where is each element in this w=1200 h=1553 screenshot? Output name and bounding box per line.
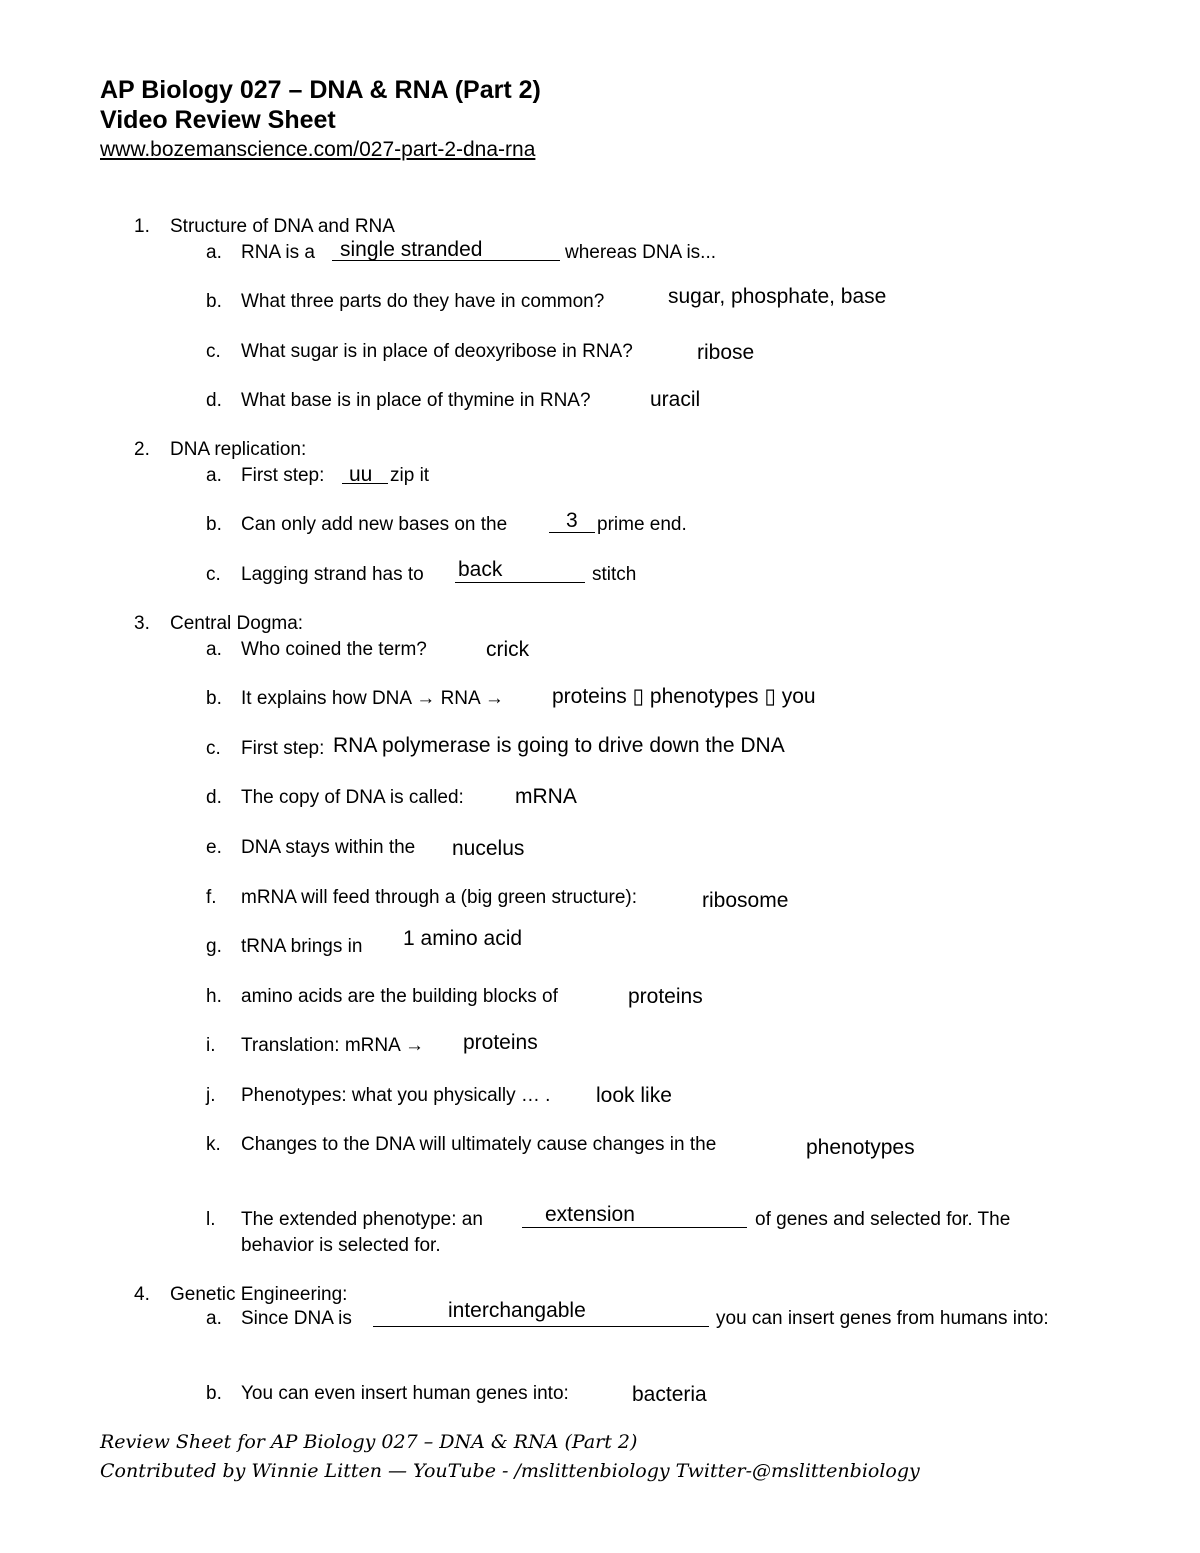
q2b-prompt-end: prime end.	[597, 514, 687, 535]
q3h-prompt: amino acids are the building blocks of	[241, 986, 558, 1007]
q3a-answer: crick	[486, 638, 530, 661]
q1a-prompt-end: whereas DNA is...	[565, 242, 716, 263]
q1c-answer: ribose	[697, 341, 755, 364]
q3g-prompt: tRNA brings in	[241, 936, 363, 957]
section-2-number: 2.	[134, 439, 150, 460]
q3f-prompt: mRNA will feed through a (big green structure):	[241, 887, 638, 908]
q1a-letter: a.	[206, 242, 222, 263]
q2c-letter: c.	[206, 564, 221, 585]
q2a-prompt-end: zip it	[390, 465, 430, 486]
q3g-answer: 1 amino acid	[403, 927, 523, 950]
q3d-prompt: The copy of DNA is called:	[241, 787, 464, 808]
q2c-answer: back	[458, 558, 503, 581]
q4b-prompt: You can even insert human genes into:	[241, 1383, 569, 1404]
q3l-answer: extension	[545, 1203, 635, 1226]
q3e-letter: e.	[206, 837, 222, 858]
q3g-letter: g.	[206, 936, 222, 957]
q3b-prompt: It explains how DNA → RNA →	[241, 688, 504, 709]
q3c-prompt: First step:	[241, 738, 325, 759]
q1d-prompt: What base is in place of thymine in RNA?	[241, 390, 591, 411]
q3j-prompt: Phenotypes: what you physically … .	[241, 1085, 551, 1106]
q3h-letter: h.	[206, 986, 222, 1007]
q1b-letter: b.	[206, 291, 222, 312]
footer-line-1: Review Sheet for AP Biology 027 – DNA & RNA (Part 2)	[100, 1431, 638, 1453]
q4a-answer: interchangable	[448, 1299, 586, 1322]
q3c-letter: c.	[206, 738, 221, 759]
q4a-letter: a.	[206, 1308, 222, 1329]
section-3-title: Central Dogma:	[170, 613, 304, 634]
q4a-prompt-start: Since DNA is	[241, 1308, 352, 1329]
q3k-answer: phenotypes	[806, 1136, 915, 1159]
q1b-answer: sugar, phosphate, base	[668, 285, 887, 308]
q3i-answer: proteins	[463, 1031, 538, 1054]
q3l-prompt-end: of genes and selected for. The	[755, 1209, 1011, 1230]
q2a-letter: a.	[206, 465, 222, 486]
q1c-letter: c.	[206, 341, 221, 362]
q3l-letter: l.	[206, 1209, 216, 1230]
q3l-prompt-line2: behavior is selected for.	[241, 1235, 441, 1256]
q2a-answer: uu	[349, 463, 373, 486]
section-3-number: 3.	[134, 613, 150, 634]
q3d-letter: d.	[206, 787, 222, 808]
q2c-prompt-end: stitch	[592, 564, 637, 585]
q1b-prompt: What three parts do they have in common?	[241, 291, 605, 312]
q3e-answer: nucelus	[452, 837, 525, 860]
q3j-answer: look like	[596, 1084, 672, 1107]
q3l-prompt-start: The extended phenotype: an	[241, 1209, 483, 1230]
q3k-prompt: Changes to the DNA will ultimately cause changes in the	[241, 1134, 717, 1155]
q3f-letter: f.	[206, 887, 217, 908]
section-1-number: 1.	[134, 216, 150, 237]
q3h-answer: proteins	[628, 985, 703, 1008]
q4b-letter: b.	[206, 1383, 222, 1404]
section-2-title: DNA replication:	[170, 439, 307, 460]
q3e-prompt: DNA stays within the	[241, 837, 416, 858]
q4b-answer: bacteria	[632, 1383, 707, 1406]
page-title: AP Biology 027 – DNA & RNA (Part 2)	[100, 76, 541, 104]
page-subtitle: Video Review Sheet	[100, 106, 336, 134]
q3d-answer: mRNA	[515, 785, 577, 808]
q3i-letter: i.	[206, 1035, 216, 1056]
section-4-number: 4.	[134, 1284, 150, 1305]
q2c-prompt-start: Lagging strand has to	[241, 564, 424, 585]
q4a-prompt-end: you can insert genes from humans into:	[716, 1308, 1049, 1329]
q3a-prompt: Who coined the term?	[241, 639, 427, 660]
q2a-prompt-start: First step:	[241, 465, 325, 486]
footer-line-2: Contributed by Winnie Litten — YouTube - /mslittenbiology Twitter-@mslittenbiology	[100, 1460, 920, 1482]
q1d-answer: uracil	[650, 388, 701, 411]
q1c-prompt: What sugar is in place of deoxyribose in RNA?	[241, 341, 633, 362]
q3c-answer: RNA polymerase is going to drive down the DNA	[333, 734, 785, 757]
section-1-title: Structure of DNA and RNA	[170, 216, 395, 237]
q3k-letter: k.	[206, 1134, 221, 1155]
q3j-letter: j.	[206, 1085, 216, 1106]
q3a-letter: a.	[206, 639, 222, 660]
q1a-prompt-start: RNA is a	[241, 242, 315, 263]
q1a-answer: single stranded	[340, 238, 483, 261]
q1d-letter: d.	[206, 390, 222, 411]
q3b-letter: b.	[206, 688, 222, 709]
q3i-prompt: Translation: mRNA →	[241, 1035, 425, 1056]
q2b-letter: b.	[206, 514, 222, 535]
q2b-prompt-start: Can only add new bases on the	[241, 514, 508, 535]
source-link[interactable]: www.bozemanscience.com/027-part-2-dna-rna	[100, 138, 536, 161]
q2b-answer: 3	[566, 509, 578, 532]
q3f-answer: ribosome	[702, 889, 789, 912]
section-4-title: Genetic Engineering:	[170, 1284, 348, 1305]
q3b-answer: proteins ▯ phenotypes ▯ you	[552, 685, 816, 708]
